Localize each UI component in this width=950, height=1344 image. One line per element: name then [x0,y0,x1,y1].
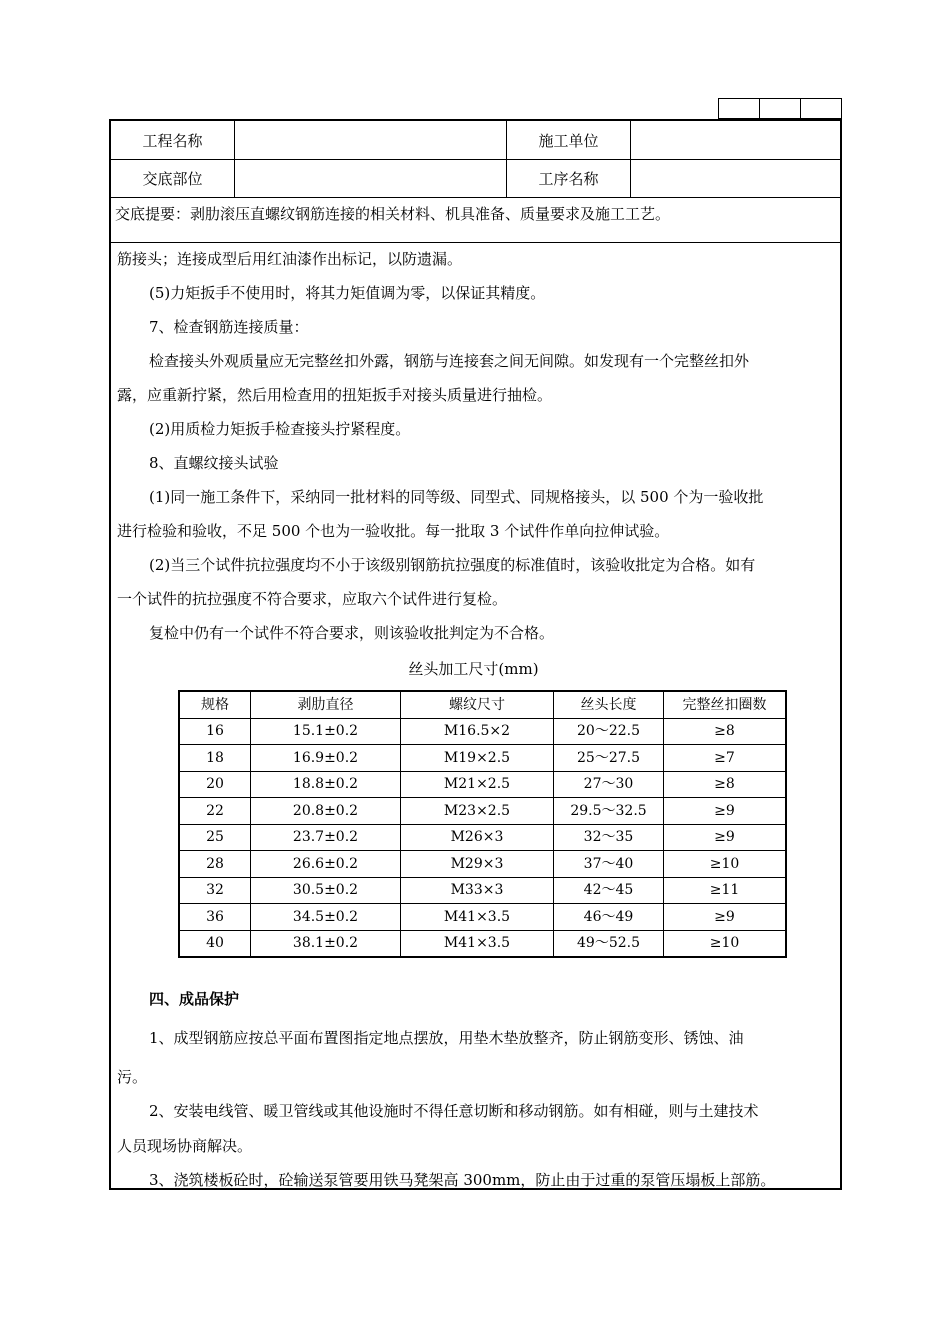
paragraph-line: 进行检验和验收，不足 500 个也为一验收批。每一批取 3 个试件作单向拉伸试验。 [117,522,670,540]
table-row [179,930,786,957]
table-cell: 38.1±0.2 [251,930,401,957]
paragraph-line: 检查接头外观质量应无完整丝扣外露，钢筋与连接套之间无间隙。如发现有一个完整丝扣外 [149,352,750,370]
table-cell: ≥8 [664,718,787,745]
table-cell: 16 [179,718,251,745]
table-cell: 34.5±0.2 [251,904,401,931]
table-cell: ≥9 [664,904,787,931]
table-cell: M16.5×2 [401,718,554,745]
paragraph-line: (2)用质检力矩扳手检查接头拧紧程度。 [149,420,411,438]
paragraph-line: 7、检查钢筋连接质量： [149,318,309,336]
table-cell: 18.8±0.2 [251,771,401,798]
disclosure-sheet [109,119,842,1190]
table-row [179,745,786,772]
corner-box [760,99,801,118]
table-row [179,771,786,798]
paragraph-line: (1)同一施工条件下，采纳同一批材料的同等级、同型式、同规格接头，以 500 个为一验收批 [149,488,764,506]
header-row-2 [111,159,840,198]
table-row [179,718,786,745]
table-caption: 丝头加工尺寸(mm) [408,660,539,678]
table-cell: 20～22.5 [554,718,664,745]
column-header: 螺纹尺寸 [401,691,554,718]
corner-box [801,99,841,118]
table-cell: 20.8±0.2 [251,798,401,825]
table-cell: ≥8 [664,771,787,798]
paragraph-line: (5)力矩扳手不使用时，将其力矩值调为零，以保证其精度。 [149,284,546,302]
table-cell: ≥10 [664,851,787,878]
paragraph-line: 露，应重新拧紧，然后用检查用的扭矩扳手对接头质量进行抽检。 [117,386,553,404]
table-cell: 29.5～32.5 [554,798,664,825]
paragraph-line: 8、直螺纹接头试验 [149,454,279,472]
paragraph-line: 一个试件的抗拉强度不符合要求，应取六个试件进行复检。 [117,590,508,608]
corner-boxes [718,98,842,119]
table-cell: 46～49 [554,904,664,931]
section-title: 四、成品保护 [149,990,240,1008]
table-cell: M23×2.5 [401,798,554,825]
table-cell: 42～45 [554,877,664,904]
table-cell: M33×3 [401,877,554,904]
construction-unit-field[interactable] [631,121,840,159]
paragraph-line: 1、成型钢筋应按总平面布置图指定地点摆放，用垫木垫放整齐，防止钢筋变形、锈蚀、油 [149,1029,744,1047]
table-cell: 36 [179,904,251,931]
table-cell: M29×3 [401,851,554,878]
table-header-row [179,691,786,718]
table-cell: 32 [179,877,251,904]
table-cell: 20 [179,771,251,798]
construction-unit-label: 施工单位 [507,121,631,159]
table-cell: 23.7±0.2 [251,824,401,851]
summary-text: 交底提要：剥肋滚压直螺纹钢筋连接的相关材料、机具准备、质量要求及施工工艺。 [111,197,840,243]
process-name-label: 工序名称 [507,159,631,197]
table-cell: 30.5±0.2 [251,877,401,904]
table-cell: 49～52.5 [554,930,664,957]
table-cell: 40 [179,930,251,957]
table-cell: ≥10 [664,930,787,957]
paragraph-line: 筋接头；连接成型后用红油漆作出标记，以防遗漏。 [117,250,463,268]
table-cell: 28 [179,851,251,878]
paragraph-line: 复检中仍有一个试件不符合要求，则该验收批判定为不合格。 [149,624,555,642]
table-row [179,798,786,825]
table-cell: M26×3 [401,824,554,851]
table-cell: 37～40 [554,851,664,878]
paragraph-line: 人员现场协商解决。 [117,1137,253,1155]
disclosure-part-label: 交底部位 [111,159,235,197]
table-row [179,824,786,851]
column-header: 规格 [179,691,251,718]
table-cell: ≥11 [664,877,787,904]
table-cell: M19×2.5 [401,745,554,772]
corner-box [719,99,760,118]
header-row-1 [111,121,840,160]
table-cell: 22 [179,798,251,825]
table-cell: 16.9±0.2 [251,745,401,772]
table-cell: 15.1±0.2 [251,718,401,745]
table-row [179,904,786,931]
paragraph-line: 3、浇筑楼板砼时，砼输送泵管要用铁马凳架高 300mm，防止由于过重的泵管压塌板上部筋。 [149,1171,776,1189]
paragraph-line: 污。 [117,1068,148,1086]
table-cell: M21×2.5 [401,771,554,798]
column-header: 丝头长度 [554,691,664,718]
table-cell: M41×3.5 [401,904,554,931]
table-cell: 27～30 [554,771,664,798]
table-cell: M41×3.5 [401,930,554,957]
paragraph-line: (2)当三个试件抗拉强度均不小于该级别钢筋抗拉强度的标准值时，该验收批定为合格。如有 [149,556,756,574]
column-header: 剥肋直径 [251,691,401,718]
project-name-label: 工程名称 [111,121,235,159]
table-cell: ≥9 [664,824,787,851]
table-cell: 25 [179,824,251,851]
table-cell: 32～35 [554,824,664,851]
process-name-field[interactable] [631,159,840,197]
table-cell: 26.6±0.2 [251,851,401,878]
paragraph-line: 2、安装电线管、暖卫管线或其他设施时不得任意切断和移动钢筋。如有相碰，则与土建技术 [149,1102,759,1120]
table-cell: 25～27.5 [554,745,664,772]
table-row [179,851,786,878]
table-cell: 18 [179,745,251,772]
table-cell: ≥7 [664,745,787,772]
disclosure-part-field[interactable] [235,159,507,197]
project-name-field[interactable] [235,121,507,159]
table-row [179,877,786,904]
column-header: 完整丝扣圈数 [664,691,787,718]
table-cell: ≥9 [664,798,787,825]
thread-spec-table [178,690,787,958]
